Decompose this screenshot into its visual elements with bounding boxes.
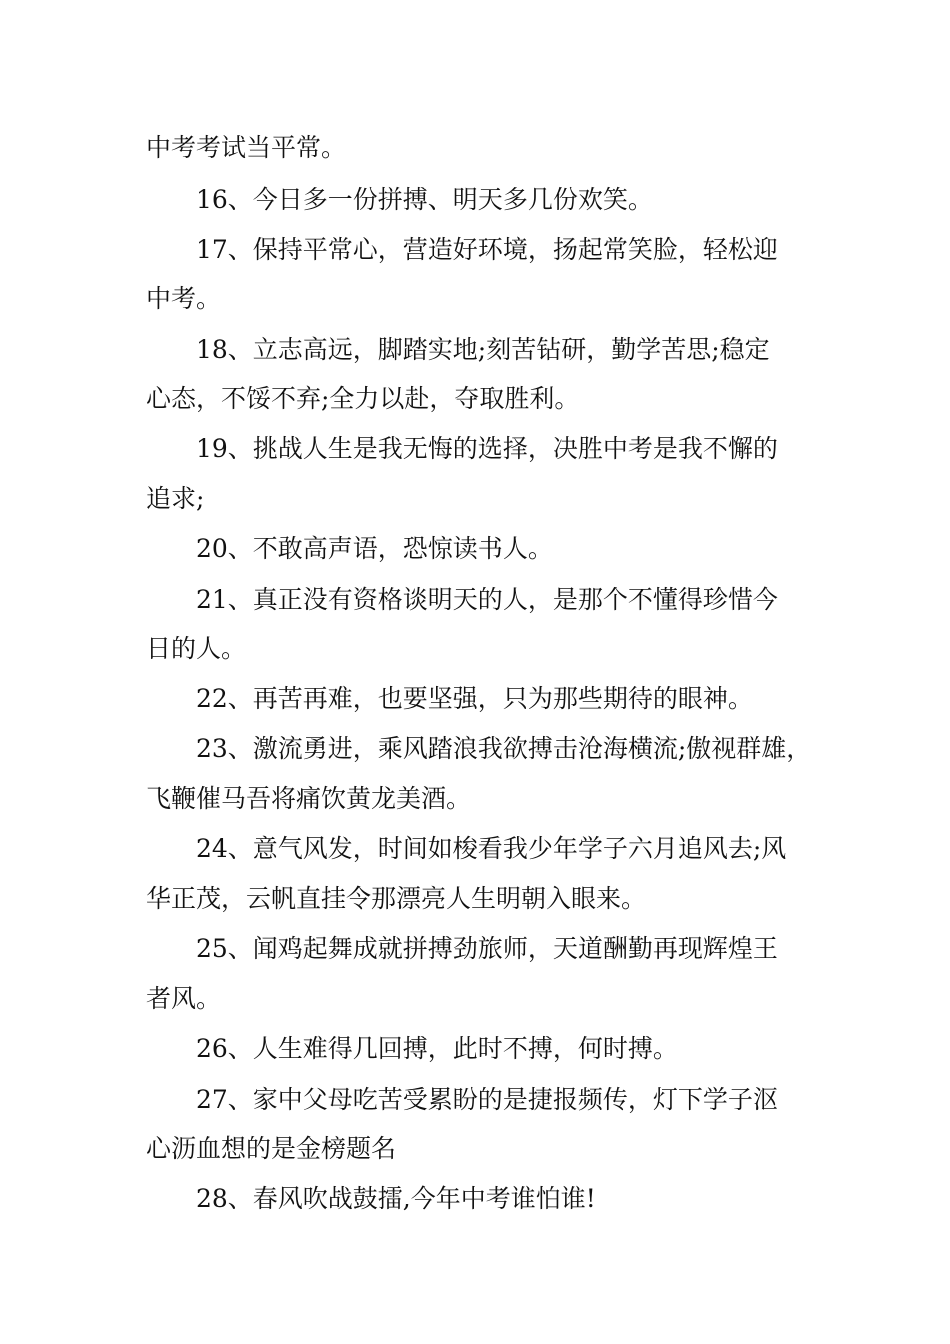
text-line: 24、意气风发，时间如梭看我少年学子六月追风去;风 (196, 834, 787, 863)
text-line: 19、挑战人生是我无悔的选择，决胜中考是我不懈的 (196, 434, 778, 463)
text-line: 者风。 (146, 984, 222, 1013)
text-line: 追求; (146, 484, 205, 513)
text-line: 20、不敢高声语，恐惊读书人。 (196, 534, 553, 563)
text-line: 23、激流勇进，乘风踏浪我欲搏击沧海横流;傲视群雄， (196, 734, 812, 763)
text-line: 21、真正没有资格谈明天的人，是那个不懂得珍惜今 (196, 585, 778, 614)
text-line: 27、家中父母吃苦受累盼的是捷报频传，灯下学子沤 (196, 1085, 778, 1114)
text-line: 心沥血想的是金榜题名 (146, 1134, 397, 1163)
text-line: 中考考试当平常。 (146, 133, 347, 162)
text-line: 28、春风吹战鼓擂,今年中考谁怕谁! (196, 1184, 596, 1213)
text-line: 22、再苦再难，也要坚强，只为那些期待的眼神。 (196, 684, 753, 713)
text-line: 25、闻鸡起舞成就拼搏劲旅师，天道酬勤再现辉煌王 (196, 934, 778, 963)
text-line: 18、立志高远，脚踏实地;刻苦钻研，勤学苦思;稳定 (196, 335, 770, 364)
text-line: 中考。 (146, 284, 222, 313)
text-line: 17、保持平常心，营造好环境，扬起常笑脸，轻松迎 (196, 235, 778, 264)
text-line: 飞鞭催马吾将痛饮黄龙美酒。 (146, 784, 472, 813)
text-line: 心态，不馁不弃;全力以赴，夺取胜利。 (146, 384, 580, 413)
text-line: 26、人生难得几回搏，此时不搏，何时搏。 (196, 1034, 678, 1063)
text-line: 日的人。 (146, 634, 247, 663)
text-line: 16、今日多一份拼搏、明天多几份欢笑。 (196, 185, 653, 214)
text-line: 华正茂，云帆直挂令那漂亮人生明朝入眼来。 (146, 884, 647, 913)
